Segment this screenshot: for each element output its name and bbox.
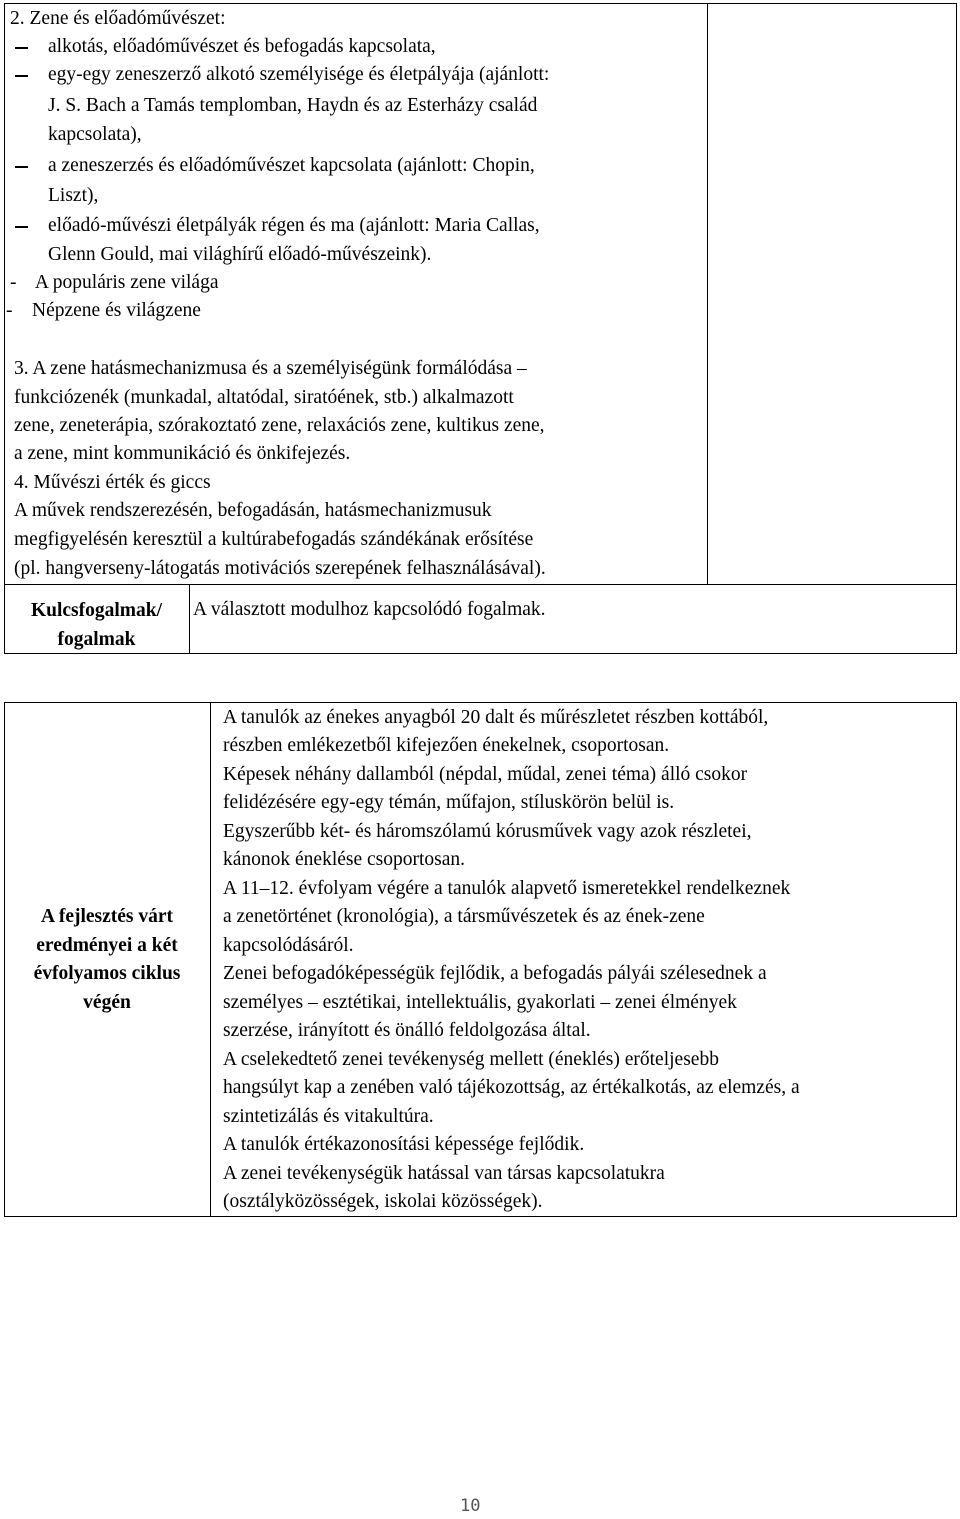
outcomes-divider — [210, 702, 211, 1217]
bullet-line-1: alkotás, előadóművészet és befogadás kapcsolata, — [48, 36, 436, 57]
outcome-line-14: hangsúlyt kap a zenében való tájékozottság, az értékalkotás, az elemzés, a — [223, 1077, 800, 1098]
section4-line-3: megfigyelésén keresztül a kultúrabefogadás szándékának erősítése — [14, 529, 534, 550]
top-table-row-divider — [4, 584, 957, 585]
outcome-line-8: a zenetörténet (kronológia), a társművészetek és az ének-zene — [223, 906, 705, 927]
outcome-line-6: kánonok éneklése csoportosan. — [223, 849, 466, 870]
outcome-line-5: Egyszerűbb két- és háromszólamú kórusművek vagy azok részletei, — [223, 821, 752, 842]
section3-line-1: 3. A zene hatásmechanizmusa és a személyiségünk formálódása – — [14, 358, 527, 379]
key-concepts-label-line-1: Kulcsfogalmak/ — [30, 600, 163, 621]
outcomes-label-line-3: évfolyamos ciklus — [33, 963, 181, 984]
outcome-line-4: felidézésére egy-egy témán, műfajon, stíluskörön belül is. — [223, 792, 675, 813]
outcome-line-2: részben emlékezetből kifejezően énekelnek, csoportosan. — [223, 735, 670, 756]
bullet-line-2: egy-egy zeneszerző alkotó személyisége és életpályája (ajánlott: — [48, 64, 550, 85]
section4-line-1: 4. Művészi érték és giccs — [14, 472, 211, 493]
outcomes-label-line-2: eredményei a két — [36, 934, 178, 956]
page-number: 10 — [460, 1496, 481, 1516]
bullet-line-4: kapcsolata), — [48, 124, 142, 145]
key-concepts-label-line-2: fogalmak — [57, 628, 136, 650]
outcomes-label-line-1: A fejlesztés várt — [40, 906, 174, 927]
outcome-line-10: Zenei befogadóképességük fejlődik, a befogadás pályái szélesednek a — [223, 963, 767, 984]
dash-bullet-3 — [15, 166, 28, 168]
section4-line-2: A művek rendszerezésén, befogadásán, hatásmechanizmusuk — [14, 500, 492, 521]
section2-heading: 2. Zene és előadóművészet: — [10, 8, 226, 29]
outcome-line-17: A zenei tevékenységük hatással van társas kapcsolatukra — [223, 1163, 665, 1184]
dash-bullet-4 — [15, 226, 28, 228]
dash-bullet-2 — [15, 75, 28, 77]
outcome-line-12: szerzése, irányított és önálló feldolgozása által. — [223, 1020, 591, 1041]
popular-music-item: - A populáris zene világa — [10, 272, 219, 293]
outcome-line-11: személyes – esztétikai, intellektuális, gyakorlati – zenei élmények — [223, 992, 737, 1013]
key-concepts-divider — [189, 584, 190, 654]
outcomes-label-line-4: végén — [83, 991, 131, 1013]
dash-bullet-1 — [15, 47, 28, 49]
outcome-line-16: A tanulók értékazonosítási képessége fejlődik. — [223, 1134, 585, 1155]
bullet-line-5: a zeneszerzés és előadóművészet kapcsolata (ajánlott: Chopin, — [48, 155, 535, 176]
outcome-line-15: szintetizálás és vitakultúra. — [223, 1106, 434, 1127]
section3-line-2: funkciózenék (munkadal, altatódal, siratóének, stb.) alkalmazott — [14, 387, 514, 408]
key-concepts-text: A választott modulhoz kapcsolódó fogalmak. — [193, 599, 546, 620]
section3-line-3: zene, zeneterápia, szórakoztató zene, relaxációs zene, kultikus zene, — [14, 415, 545, 436]
outcomes-label — [4, 903, 210, 1017]
key-concepts-label — [4, 597, 189, 654]
folk-world-music-item: - Népzene és világzene — [6, 300, 201, 321]
bullet-line-6: Liszt), — [48, 185, 99, 206]
outcome-line-7: A 11–12. évfolyam végére a tanulók alapvető ismeretekkel rendelkeznek — [223, 878, 791, 899]
bullet-line-7: előadó-művészi életpályák régen és ma (ajánlott: Maria Callas, — [48, 215, 540, 236]
section4-line-4: (pl. hangverseny-látogatás motivációs szerepének felhasználásával). — [14, 558, 546, 579]
outcome-line-13: A cselekedtető zenei tevékenység mellett (éneklés) erőteljesebb — [223, 1049, 719, 1070]
bullet-line-3: J. S. Bach a Tamás templomban, Haydn és az Esterházy család — [48, 95, 538, 116]
outcome-line-3: Képesek néhány dallamból (népdal, műdal, zenei téma) álló csokor — [223, 764, 748, 785]
bullet-line-8: Glenn Gould, mai világhírű előadó-művészeink). — [48, 244, 432, 265]
section3-line-4: a zene, mint kommunikáció és önkifejezés. — [14, 443, 351, 464]
outcome-line-1: A tanulók az énekes anyagból 20 dalt és műrészletet részben kottából, — [223, 707, 769, 728]
outcome-line-9: kapcsolódásáról. — [223, 935, 354, 956]
outcome-line-18: (osztályközösségek, iskolai közösségek). — [223, 1191, 543, 1212]
top-table-right-divider — [707, 3, 708, 584]
